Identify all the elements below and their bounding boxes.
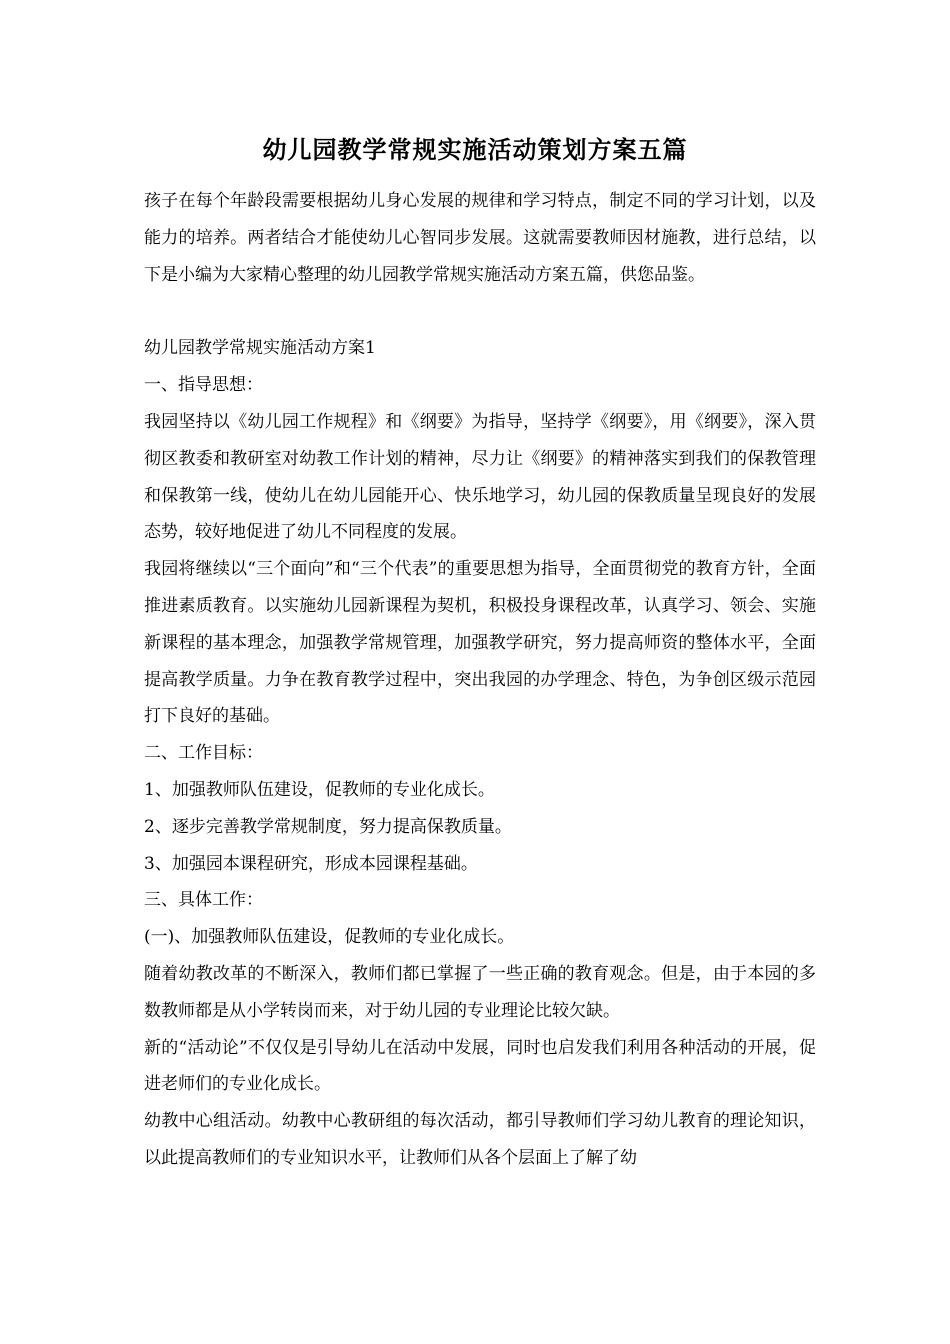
paragraph: 我园将继续以“三个面向”和“三个代表”的重要思想为指导，全面贯彻党的教育方针，全面推进素质教育。以实施幼儿园新课程为契机，积极投身课程改革，认真学习、领会、实施新课程的基本理念，加强教学常规管理，加强教学研究，努力提高师资的整体水平，全面提高教学质量。力争在教育教学过程中，突出我园的办学理念、特色，为争创区级示范园打下良好的基础。	[144, 559, 816, 727]
paragraph: 幼教中心组活动。幼教中心教研组的每次活动，都引导教师们学习幼儿教育的理论知识，以此提高教师们的专业知识水平，让教师们从各个层面上了解了幼	[144, 1111, 816, 1168]
heading-work-goals: 二、工作目标：	[144, 743, 263, 764]
heading-guiding-ideology: 一、指导思想：	[144, 375, 263, 396]
paragraph: 随着幼教改革的不断深入，教师们都已掌握了一些正确的教育观念。但是，由于本园的多数教师都是从小学转岗而来，对于幼儿园的专业理论比较欠缺。	[144, 963, 816, 1021]
heading-specific-work: 三、具体工作：	[144, 890, 263, 911]
document-body	[144, 183, 816, 1177]
list-item: 2、逐步完善教学常规制度，努力提高保教质量。	[144, 816, 512, 837]
paragraph: 新的“活动论”不仅仅是引导幼儿在活动中发展，同时也启发我们利用各种活动的开展，促进老师们的专业化成长。	[144, 1037, 816, 1095]
document-title: 幼儿园教学常规实施活动策划方案五篇	[262, 135, 688, 164]
section-heading-plan-1: 幼儿园教学常规实施活动方案1	[144, 338, 376, 359]
paragraph: 我园坚持以《幼儿园工作规程》和《纲要》为指导，坚持学《纲要》，用《纲要》，深入贯彻区教委和教研室对幼教工作计划的精神，尽力让《纲要》的精神落实到我们的保教管理和保教第一线，使幼儿在幼儿园能开心、快乐地学习，幼儿园的保教质量呈现良好的发展态势，较好地促进了幼儿不同程度的发展。	[144, 411, 816, 543]
intro-paragraph: 孩子在每个年龄段需要根据幼儿身心发展的规律和学习特点，制定不同的学习计划，以及能力的培养。两者结合才能使幼儿心智同步发展。这就需要教师因材施教，进行总结，以下是小编为大家精心整理的幼儿园教学常规实施活动方案五篇，供您品鉴。	[144, 191, 816, 285]
subheading: (一)、加强教师队伍建设，促教师的专业化成长。	[144, 927, 515, 948]
list-item: 1、加强教师队伍建设，促教师的专业化成长。	[144, 779, 495, 800]
list-item: 3、加强园本课程研究，形成本园课程基础。	[144, 853, 478, 874]
